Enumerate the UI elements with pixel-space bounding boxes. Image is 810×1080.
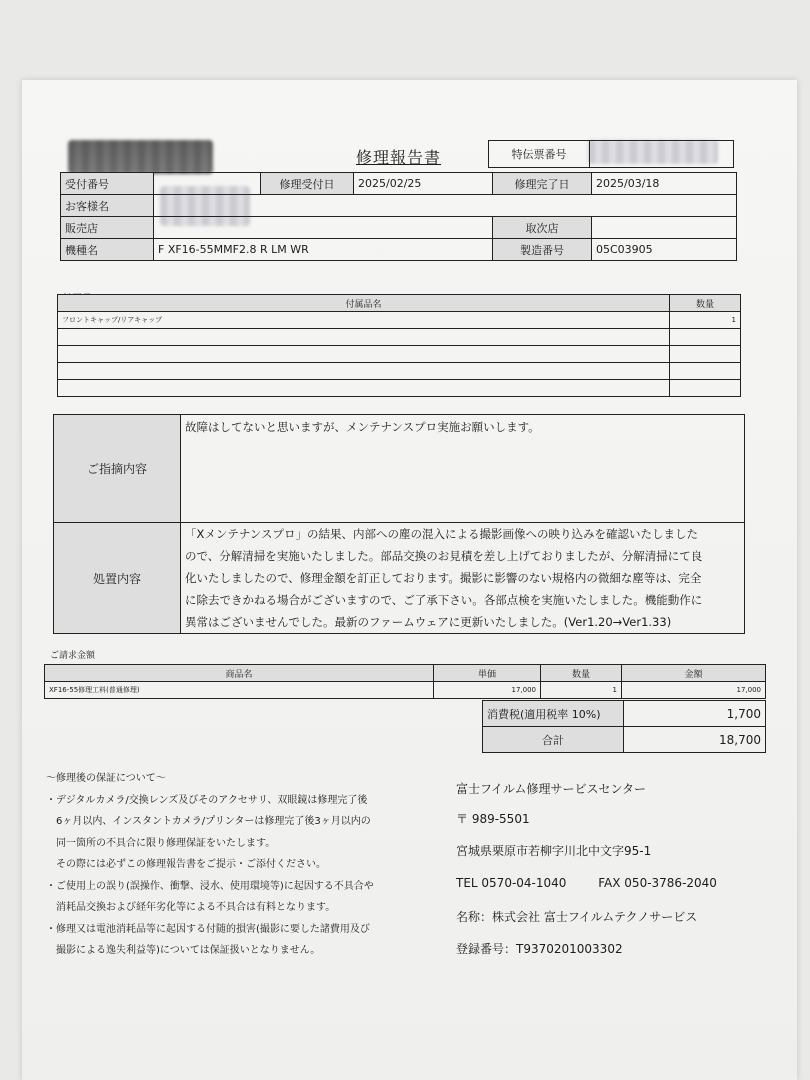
tel-fax xyxy=(456,876,786,908)
page-title: 修理報告書 xyxy=(356,148,442,167)
agent-label: 取次店 xyxy=(493,217,592,239)
company-name: 名称：株式会社 富士フイルムテクノサービス xyxy=(456,910,698,924)
warranty-heading: 〜修理後の保証について〜 xyxy=(46,773,166,784)
total-label: 合計 xyxy=(483,727,624,753)
action-line: 異常はございませんでした。最新のファームウェアに更新いたしました。(Ver1.20→Ver1.33) xyxy=(185,615,672,629)
warranty-line: ・修理又は電池消耗品等に起因する付随的損害(撮影に要した諸費用及び xyxy=(46,923,370,935)
point-text: 故障はしてないと思いますが、メンテナンスプロ実施お願いします。 xyxy=(181,415,745,523)
service-center-name: 富士フイルム修理サービスセンター xyxy=(456,782,646,796)
warranty-line: ・デジタルカメラ/交換レンズ及びそのアクセサリ、双眼鏡は修理完了後 xyxy=(46,794,368,806)
action-line: に除去できかねる場合がございますので、ご了承下さい。各部点検を実施いたしました。機能動作に xyxy=(185,593,703,607)
warranty-line: ・ご使用上の誤り(誤操作、衝撃、浸水、使用環境等)に起因する不具合や xyxy=(46,880,374,892)
remarks-table xyxy=(53,414,745,634)
action-text xyxy=(181,523,745,634)
uketsuke-value xyxy=(154,173,261,195)
total-value: 18,700 xyxy=(624,727,766,753)
billing-section-label: ご請求金額 xyxy=(50,651,96,661)
accessory-empty-row xyxy=(58,329,670,346)
shuri-uketsuke-date: 2025/02/25 xyxy=(354,173,493,195)
billing-col-amount: 金額 xyxy=(622,665,766,682)
accessory-empty-row xyxy=(58,380,670,397)
warranty-line: 6ヶ月以内、インスタントカメラ/プリンターは修理完了後3ヶ月以内の xyxy=(46,816,371,827)
warranty-line: 撮影による逸失利益等)については保証扱いとなりません。 xyxy=(46,945,321,956)
warranty-notes xyxy=(46,768,436,962)
tokuden-label: 特伝票番号 xyxy=(489,141,590,168)
serial-label: 製造番号 xyxy=(493,239,592,261)
billing-item-amount: 17,000 xyxy=(622,682,766,699)
action-line: 「Xメンテナンスプロ」の結果、内部への塵の混入による撮影画像への映り込みを確認いたしました xyxy=(185,527,698,541)
agent-value xyxy=(592,217,737,239)
tokuden-value xyxy=(590,141,734,168)
point-label: ご指摘内容 xyxy=(54,415,181,523)
serial-value: 05C03905 xyxy=(592,239,737,261)
customer-label: お客様名 xyxy=(61,195,154,217)
customer-value xyxy=(154,195,737,217)
registration-number: 登録番号：T9370201003302 xyxy=(456,942,623,956)
company-info xyxy=(456,780,786,957)
accessory-empty-row xyxy=(58,346,670,363)
action-label: 処置内容 xyxy=(54,523,181,634)
accessory-empty-row xyxy=(58,363,670,380)
warranty-line: その際には必ずこの修理報告書をご提示・ご添付ください。 xyxy=(46,859,326,870)
warranty-line: 消耗品交換および経年劣化等による不具合は有料となります。 xyxy=(46,902,336,913)
store-value xyxy=(154,217,493,239)
billing-col-qty: 数量 xyxy=(541,665,622,682)
tax-value: 1,700 xyxy=(624,701,766,727)
accessory-row-name: フロントキャップ/リアキャップ xyxy=(58,312,670,329)
action-line: ので、分解清掃を実施いたしました。部品交換のお見積を差し上げておりましたが、分解清掃にて良 xyxy=(185,549,703,563)
action-line: 化いたしましたので、修理金額を訂正しております。撮影に影響のない規格内の微細な塵等は、完全 xyxy=(185,571,702,585)
tel: TEL 0570-04-1040 xyxy=(456,876,567,890)
billing-table xyxy=(44,664,766,699)
warranty-line: 同一箇所の不具合に限り修理保証をいたします。 xyxy=(46,837,276,849)
accessories-table xyxy=(57,294,741,397)
billing-item-unit: 17,000 xyxy=(434,682,541,699)
store-label: 販売店 xyxy=(61,217,154,239)
redacted-customer-code xyxy=(68,140,213,174)
fax: FAX 050-3786-2040 xyxy=(598,876,717,890)
tax-label: 消費税(適用税率 10%) xyxy=(483,701,624,727)
shuri-kanryo-date-label: 修理完了日 xyxy=(493,173,592,195)
billing-summary xyxy=(482,700,766,753)
model-value: F XF16-55MMF2.8 R LM WR xyxy=(154,239,493,261)
model-label: 機種名 xyxy=(61,239,154,261)
billing-col-item: 商品名 xyxy=(45,665,434,682)
postal-code: 〒 989-5501 xyxy=(456,812,530,826)
accessories-col-qty: 数量 xyxy=(670,295,741,312)
address: 宮城県栗原市若柳字川北中文字95-1 xyxy=(456,844,652,858)
accessory-row-qty: 1 xyxy=(670,312,741,329)
header-table xyxy=(60,172,737,261)
uketsuke-label: 受付番号 xyxy=(61,173,154,195)
billing-col-unit: 単価 xyxy=(434,665,541,682)
shuri-kanryo-date: 2025/03/18 xyxy=(592,173,737,195)
shuri-uketsuke-date-label: 修理受付日 xyxy=(261,173,354,195)
billing-item-qty: 1 xyxy=(541,682,622,699)
accessories-col-name: 付属品名 xyxy=(58,295,670,312)
billing-item-name: XF16-55修理工料(普通修理) xyxy=(45,682,434,699)
tokuden-box xyxy=(488,140,734,168)
